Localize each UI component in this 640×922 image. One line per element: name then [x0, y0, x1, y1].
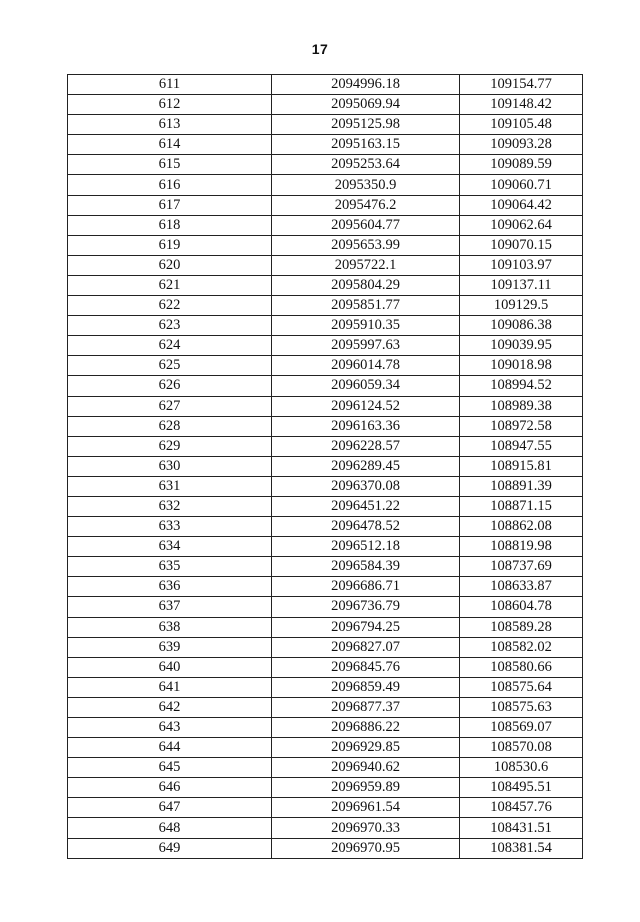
y-coordinate-cell: 108589.28: [460, 617, 583, 637]
y-coordinate-cell: 108891.39: [460, 476, 583, 496]
table-row: [68, 677, 583, 697]
table-row: [68, 135, 583, 155]
point-number-cell: 645: [68, 758, 272, 778]
y-coordinate-cell: 109093.28: [460, 135, 583, 155]
table-row: [68, 436, 583, 456]
table-row: [68, 496, 583, 516]
x-coordinate-cell: 2095125.98: [272, 115, 460, 135]
y-coordinate-cell: 108989.38: [460, 396, 583, 416]
table-row: [68, 718, 583, 738]
table-row: [68, 215, 583, 235]
y-coordinate-cell: 108570.08: [460, 738, 583, 758]
point-number-cell: 636: [68, 577, 272, 597]
y-coordinate-cell: 108575.63: [460, 697, 583, 717]
x-coordinate-cell: 2096886.22: [272, 718, 460, 738]
page-number: 17: [311, 41, 329, 57]
table-row: [68, 798, 583, 818]
point-number-cell: 629: [68, 436, 272, 456]
point-number-cell: 620: [68, 255, 272, 275]
y-coordinate-cell: 108819.98: [460, 537, 583, 557]
y-coordinate-cell: 108569.07: [460, 718, 583, 738]
table-row: [68, 838, 583, 858]
table-row: [68, 557, 583, 577]
point-number-cell: 634: [68, 537, 272, 557]
point-number-cell: 635: [68, 557, 272, 577]
point-number-cell: 638: [68, 617, 272, 637]
table-row: [68, 376, 583, 396]
point-number-cell: 624: [68, 336, 272, 356]
x-coordinate-cell: 2096970.95: [272, 838, 460, 858]
y-coordinate-cell: 109154.77: [460, 75, 583, 95]
x-coordinate-cell: 2095910.35: [272, 316, 460, 336]
x-coordinate-cell: 2096736.79: [272, 597, 460, 617]
point-number-cell: 626: [68, 376, 272, 396]
y-coordinate-cell: 108633.87: [460, 577, 583, 597]
y-coordinate-cell: 109039.95: [460, 336, 583, 356]
table-row: [68, 617, 583, 637]
point-number-cell: 632: [68, 496, 272, 516]
x-coordinate-cell: 2096961.54: [272, 798, 460, 818]
table-row: [68, 637, 583, 657]
table-row: [68, 195, 583, 215]
point-number-cell: 640: [68, 657, 272, 677]
y-coordinate-cell: 108994.52: [460, 376, 583, 396]
table-row: [68, 235, 583, 255]
table-row: [68, 738, 583, 758]
table-row: [68, 95, 583, 115]
x-coordinate-cell: 2096478.52: [272, 517, 460, 537]
x-coordinate-cell: 2095804.29: [272, 275, 460, 295]
coordinates-table-body: [68, 75, 583, 859]
point-number-cell: 611: [68, 75, 272, 95]
table-row: [68, 336, 583, 356]
y-coordinate-cell: 108947.55: [460, 436, 583, 456]
point-number-cell: 621: [68, 275, 272, 295]
point-number-cell: 616: [68, 175, 272, 195]
x-coordinate-cell: 2096014.78: [272, 356, 460, 376]
x-coordinate-cell: 2095997.63: [272, 336, 460, 356]
point-number-cell: 619: [68, 235, 272, 255]
table-row: [68, 697, 583, 717]
x-coordinate-cell: 2095604.77: [272, 215, 460, 235]
table-row: [68, 597, 583, 617]
x-coordinate-cell: 2096059.34: [272, 376, 460, 396]
point-number-cell: 623: [68, 316, 272, 336]
x-coordinate-cell: 2096940.62: [272, 758, 460, 778]
point-number-cell: 625: [68, 356, 272, 376]
x-coordinate-cell: 2096584.39: [272, 557, 460, 577]
x-coordinate-cell: 2096686.71: [272, 577, 460, 597]
point-number-cell: 641: [68, 677, 272, 697]
point-number-cell: 643: [68, 718, 272, 738]
x-coordinate-cell: 2094996.18: [272, 75, 460, 95]
table-row: [68, 255, 583, 275]
y-coordinate-cell: 108972.58: [460, 416, 583, 436]
x-coordinate-cell: 2095653.99: [272, 235, 460, 255]
y-coordinate-cell: 109103.97: [460, 255, 583, 275]
y-coordinate-cell: 109060.71: [460, 175, 583, 195]
x-coordinate-cell: 2095253.64: [272, 155, 460, 175]
x-coordinate-cell: 2096124.52: [272, 396, 460, 416]
table-row: [68, 758, 583, 778]
x-coordinate-cell: 2096827.07: [272, 637, 460, 657]
y-coordinate-cell: 108582.02: [460, 637, 583, 657]
y-coordinate-cell: 108381.54: [460, 838, 583, 858]
y-coordinate-cell: 109018.98: [460, 356, 583, 376]
table-row: [68, 657, 583, 677]
x-coordinate-cell: 2096289.45: [272, 456, 460, 476]
x-coordinate-cell: 2096929.85: [272, 738, 460, 758]
coordinates-table: [67, 74, 583, 859]
x-coordinate-cell: 2095163.15: [272, 135, 460, 155]
y-coordinate-cell: 108737.69: [460, 557, 583, 577]
table-row: [68, 356, 583, 376]
table-row: [68, 175, 583, 195]
x-coordinate-cell: 2095069.94: [272, 95, 460, 115]
point-number-cell: 647: [68, 798, 272, 818]
y-coordinate-cell: 109062.64: [460, 215, 583, 235]
point-number-cell: 622: [68, 296, 272, 316]
y-coordinate-cell: 108604.78: [460, 597, 583, 617]
point-number-cell: 614: [68, 135, 272, 155]
table-row: [68, 296, 583, 316]
table-row: [68, 537, 583, 557]
y-coordinate-cell: 109105.48: [460, 115, 583, 135]
x-coordinate-cell: 2096877.37: [272, 697, 460, 717]
y-coordinate-cell: 108575.64: [460, 677, 583, 697]
point-number-cell: 648: [68, 818, 272, 838]
point-number-cell: 637: [68, 597, 272, 617]
y-coordinate-cell: 108871.15: [460, 496, 583, 516]
table-row: [68, 476, 583, 496]
point-number-cell: 644: [68, 738, 272, 758]
point-number-cell: 618: [68, 215, 272, 235]
point-number-cell: 642: [68, 697, 272, 717]
x-coordinate-cell: 2096845.76: [272, 657, 460, 677]
y-coordinate-cell: 108457.76: [460, 798, 583, 818]
y-coordinate-cell: 109089.59: [460, 155, 583, 175]
table-row: [68, 275, 583, 295]
y-coordinate-cell: 109070.15: [460, 235, 583, 255]
table-row: [68, 456, 583, 476]
y-coordinate-cell: 108530.6: [460, 758, 583, 778]
y-coordinate-cell: 109064.42: [460, 195, 583, 215]
table-row: [68, 396, 583, 416]
x-coordinate-cell: 2096512.18: [272, 537, 460, 557]
y-coordinate-cell: 109129.5: [460, 296, 583, 316]
point-number-cell: 617: [68, 195, 272, 215]
y-coordinate-cell: 109148.42: [460, 95, 583, 115]
x-coordinate-cell: 2096794.25: [272, 617, 460, 637]
table-row: [68, 416, 583, 436]
point-number-cell: 612: [68, 95, 272, 115]
x-coordinate-cell: 2096859.49: [272, 677, 460, 697]
x-coordinate-cell: 2096163.36: [272, 416, 460, 436]
table-row: [68, 316, 583, 336]
x-coordinate-cell: 2096970.33: [272, 818, 460, 838]
y-coordinate-cell: 108580.66: [460, 657, 583, 677]
x-coordinate-cell: 2096451.22: [272, 496, 460, 516]
point-number-cell: 628: [68, 416, 272, 436]
table-row: [68, 75, 583, 95]
table-row: [68, 517, 583, 537]
x-coordinate-cell: 2096959.89: [272, 778, 460, 798]
point-number-cell: 615: [68, 155, 272, 175]
table-row: [68, 155, 583, 175]
point-number-cell: 646: [68, 778, 272, 798]
y-coordinate-cell: 109137.11: [460, 275, 583, 295]
point-number-cell: 613: [68, 115, 272, 135]
table-row: [68, 577, 583, 597]
x-coordinate-cell: 2096228.57: [272, 436, 460, 456]
y-coordinate-cell: 108915.81: [460, 456, 583, 476]
point-number-cell: 633: [68, 517, 272, 537]
y-coordinate-cell: 109086.38: [460, 316, 583, 336]
y-coordinate-cell: 108495.51: [460, 778, 583, 798]
table-row: [68, 818, 583, 838]
x-coordinate-cell: 2095851.77: [272, 296, 460, 316]
table-row: [68, 115, 583, 135]
x-coordinate-cell: 2095476.2: [272, 195, 460, 215]
point-number-cell: 639: [68, 637, 272, 657]
point-number-cell: 627: [68, 396, 272, 416]
point-number-cell: 630: [68, 456, 272, 476]
y-coordinate-cell: 108431.51: [460, 818, 583, 838]
x-coordinate-cell: 2095722.1: [272, 255, 460, 275]
y-coordinate-cell: 108862.08: [460, 517, 583, 537]
point-number-cell: 649: [68, 838, 272, 858]
table-row: [68, 778, 583, 798]
point-number-cell: 631: [68, 476, 272, 496]
x-coordinate-cell: 2096370.08: [272, 476, 460, 496]
x-coordinate-cell: 2095350.9: [272, 175, 460, 195]
